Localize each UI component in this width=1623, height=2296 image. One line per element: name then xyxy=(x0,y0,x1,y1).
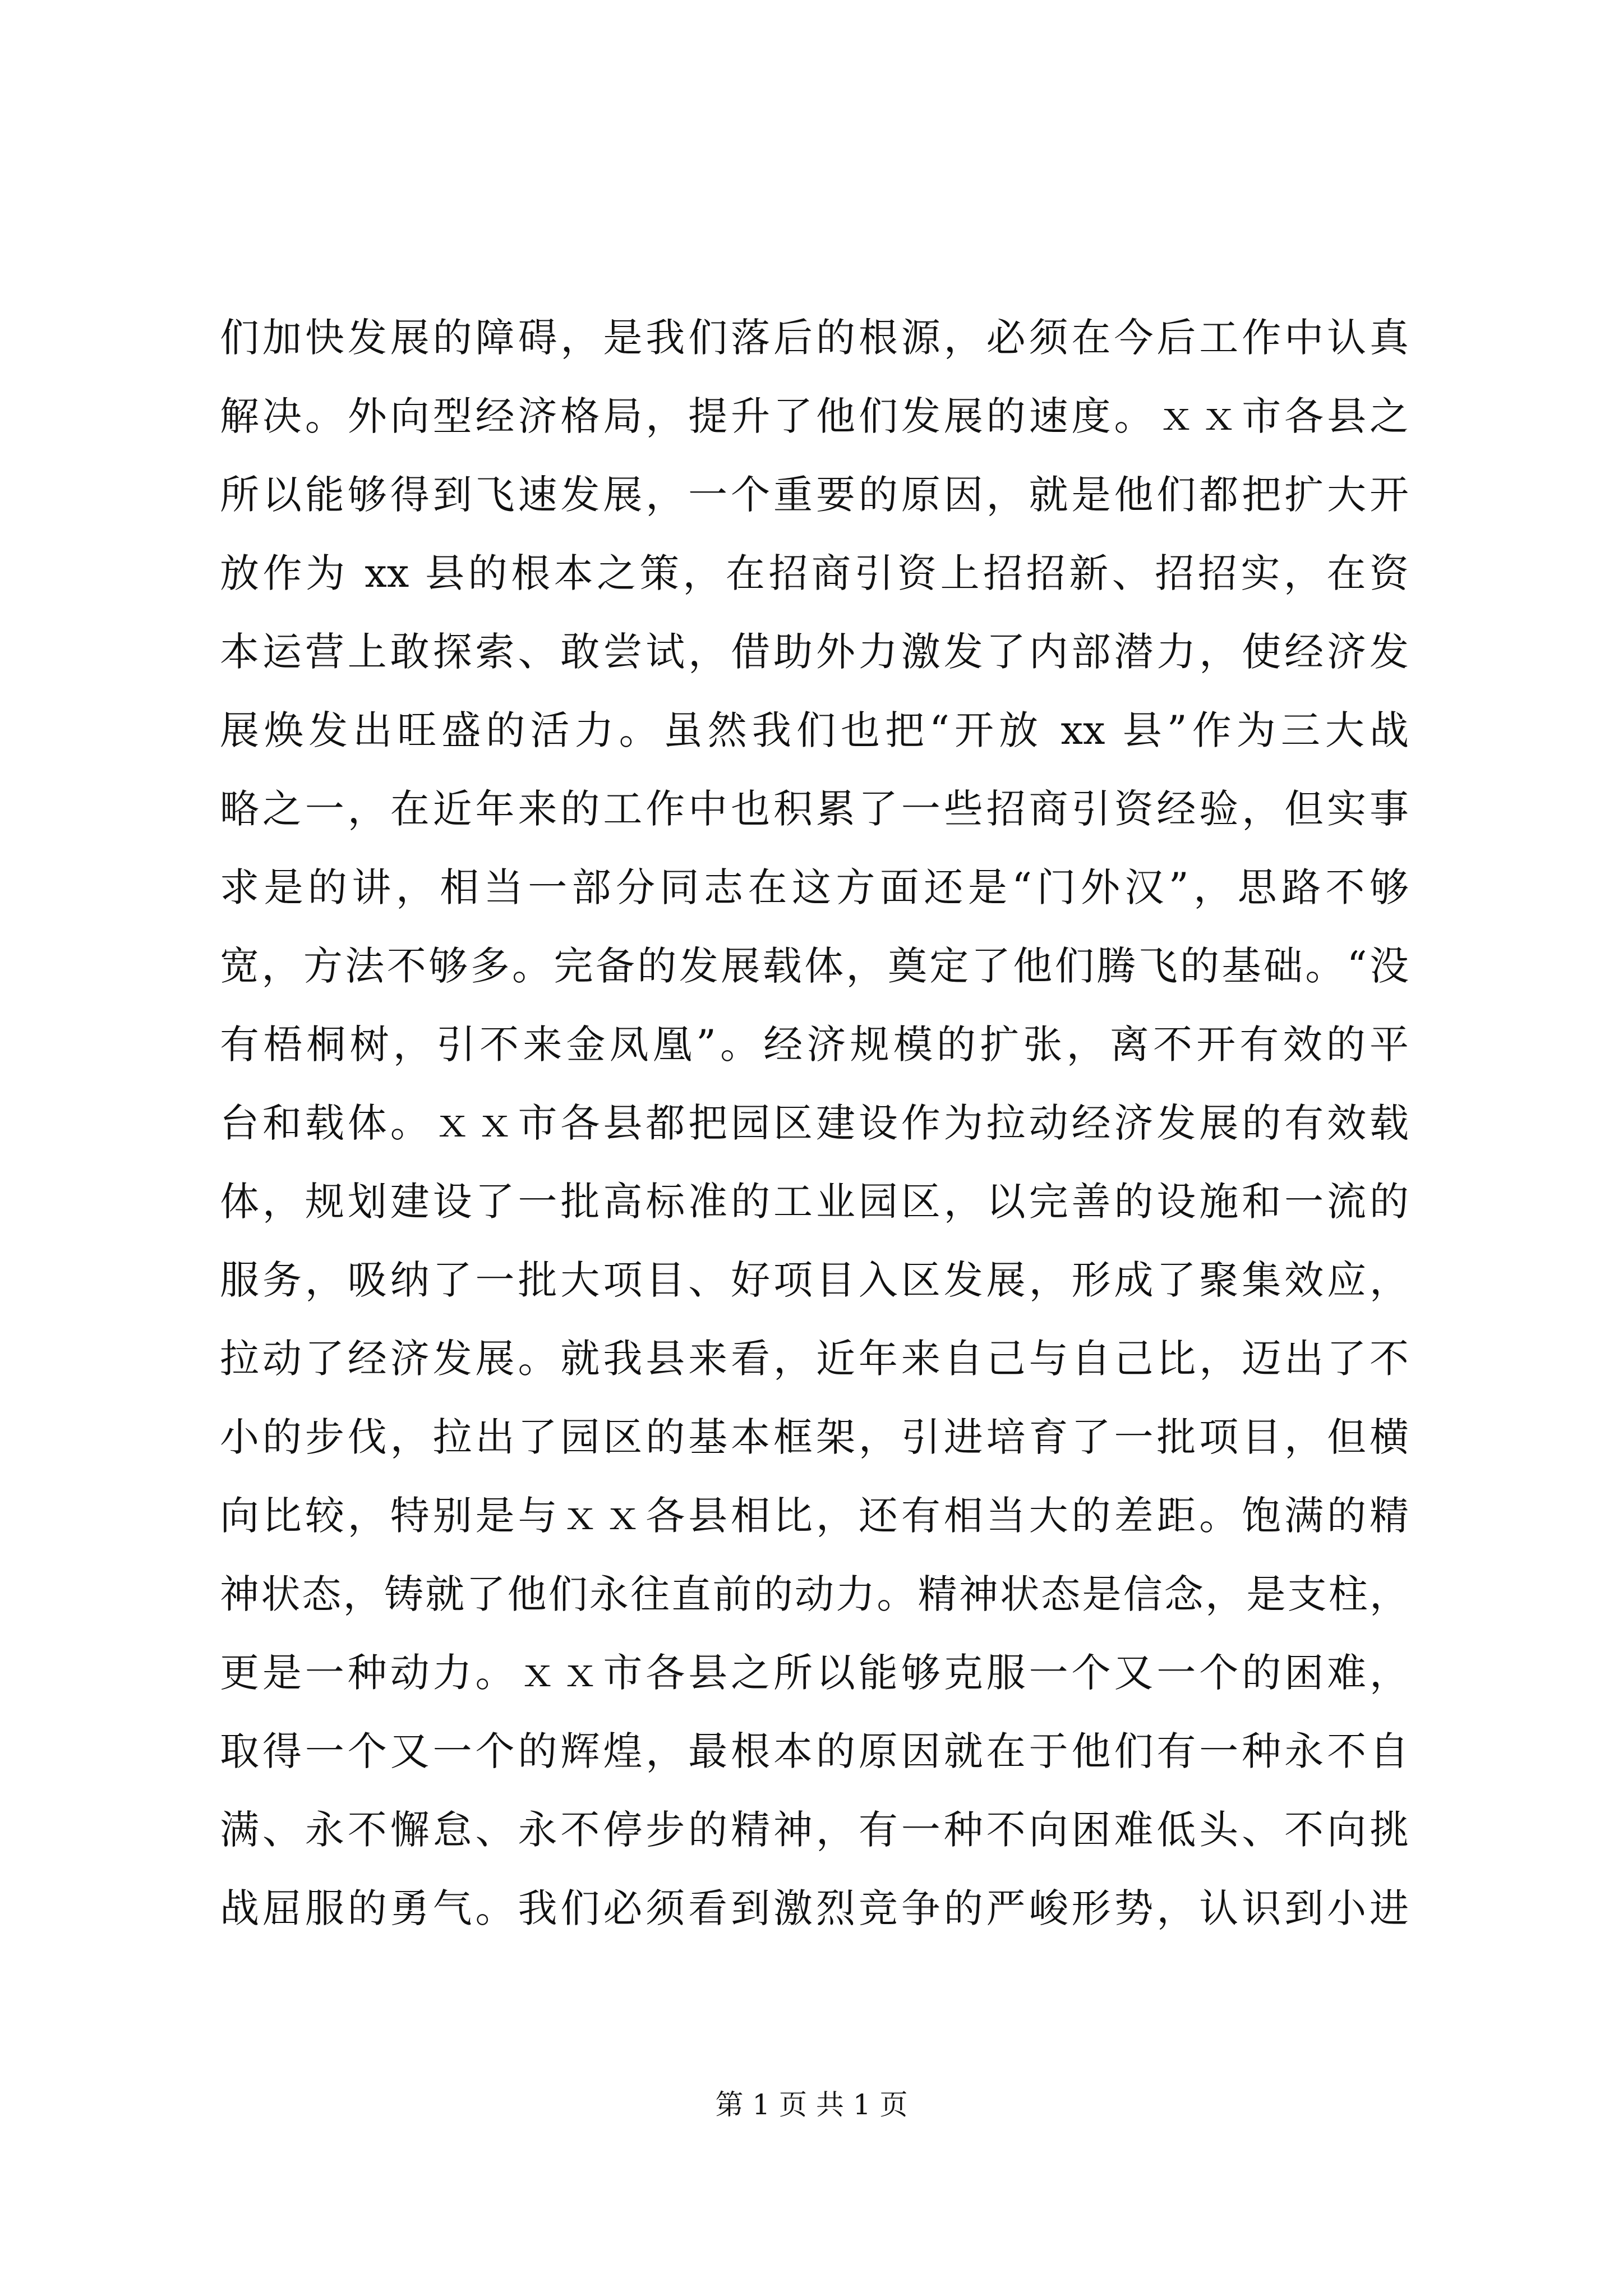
text-line: 体，规划建设了一批高标准的工业园区，以完善的设施和一流的 xyxy=(220,1179,1409,1225)
text-line: 求是的讲，相当一部分同志在这方面还是“门外汉”，思路不够 xyxy=(220,864,1409,910)
body-text xyxy=(220,298,1409,1948)
text-line: 服务，吸纳了一批大项目、好项目入区发展，形成了聚集效应， xyxy=(220,1257,1409,1303)
text-line: 拉动了经济发展。就我县来看，近年来自己与自己比，迈出了不 xyxy=(220,1336,1409,1382)
text-line: 有梧桐树，引不来金凤凰”。经济规模的扩张，离不开有效的平 xyxy=(220,1022,1409,1068)
text-line: 们加快发展的障碍，是我们落后的根源，必须在今后工作中认真 xyxy=(220,315,1409,361)
text-line: 神状态，铸就了他们永往直前的动力。精神状态是信念，是支柱， xyxy=(220,1571,1409,1617)
page-footer: 第 1 页 共 1 页 xyxy=(715,2088,908,2121)
text-line: 所以能够得到飞速发展，一个重要的原因，就是他们都把扩大开 xyxy=(220,472,1409,518)
text-line: 满、永不懈怠、永不停步的精神，有一种不向困难低头、不向挑 xyxy=(220,1807,1409,1853)
text-line: 向比较，特别是与ｘｘ各县相比，还有相当大的差距。饱满的精 xyxy=(220,1493,1409,1539)
text-line: 略之一，在近年来的工作中也积累了一些招商引资经验，但实事 xyxy=(220,786,1409,832)
text-line: 台和载体。ｘｘ市各县都把园区建设作为拉动经济发展的有效载 xyxy=(220,1100,1409,1146)
text-line: 解决。外向型经济格局，提升了他们发展的速度。ｘｘ市各县之 xyxy=(220,393,1409,439)
text-line: 放作为 xx 县的根本之策，在招商引资上招招新、招招实，在资 xyxy=(220,550,1409,596)
text-line: 本运营上敢探索、敢尝试，借助外力激发了内部潜力，使经济发 xyxy=(220,629,1409,675)
text-line: 小的步伐，拉出了园区的基本框架，引进培育了一批项目，但横 xyxy=(220,1414,1409,1460)
text-line: 更是一种动力。ｘｘ市各县之所以能够克服一个又一个的困难， xyxy=(220,1650,1409,1696)
text-line: 宽，方法不够多。完备的发展载体，奠定了他们腾飞的基础。“没 xyxy=(220,943,1409,989)
text-line: 取得一个又一个的辉煌，最根本的原因就在于他们有一种永不自 xyxy=(220,1728,1409,1774)
text-line: 战屈服的勇气。我们必须看到激烈竞争的严峻形势，认识到小进 xyxy=(220,1885,1409,1931)
text-line: 展焕发出旺盛的活力。虽然我们也把“开放 xx 县”作为三大战 xyxy=(220,707,1409,753)
